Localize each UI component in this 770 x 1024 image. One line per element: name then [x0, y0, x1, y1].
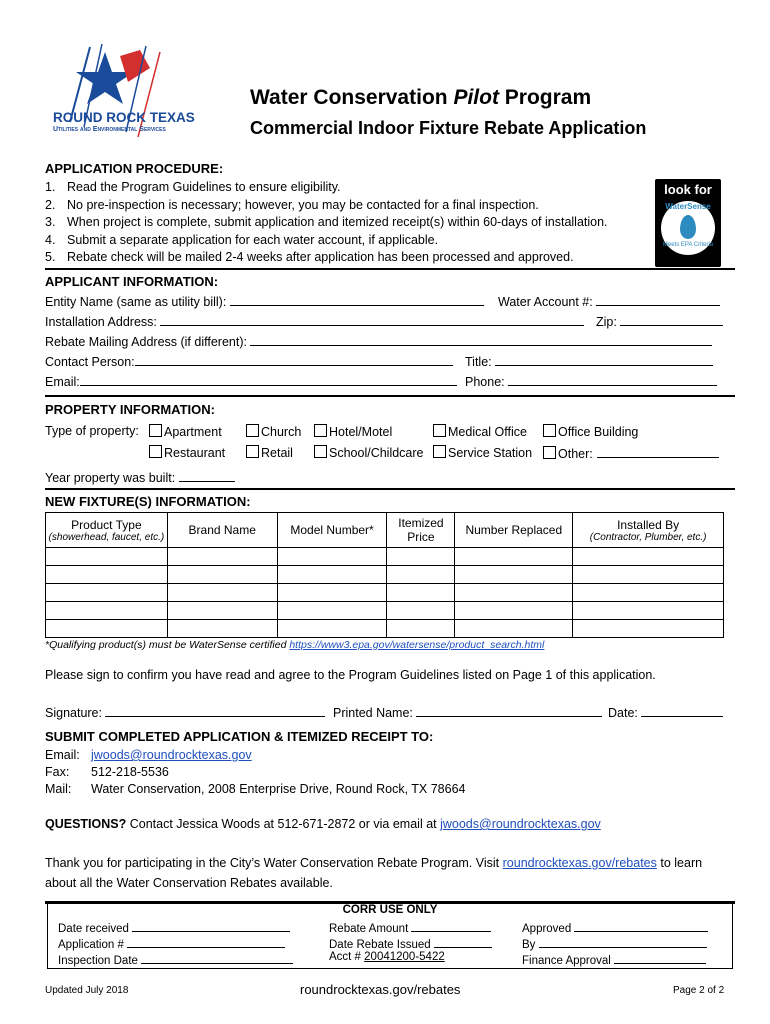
- table-cell[interactable]: [455, 602, 573, 620]
- table-cell[interactable]: [46, 548, 168, 566]
- corr-field[interactable]: [522, 919, 708, 935]
- footer-updated: Updated July 2018: [45, 985, 129, 996]
- corr-field-label: Date received: [58, 923, 133, 935]
- questions-text: QUESTIONS? Contact Jessica Woods at 512-671-2872 or via email at jwoods@roundrocktexas.gov: [45, 817, 601, 831]
- property-option-label: Hotel/Motel: [329, 425, 393, 439]
- questions-email-link[interactable]: jwoods@roundrocktexas.gov: [440, 817, 601, 831]
- submit-mail: Water Conservation, 2008 Enterprise Drive, Round Rock, TX 78664: [91, 782, 466, 796]
- watersense-badge: [655, 179, 721, 267]
- signature-field[interactable]: Signature:: [45, 704, 325, 720]
- table-cell[interactable]: [455, 584, 573, 602]
- table-cell[interactable]: [573, 620, 724, 638]
- corr-field[interactable]: [329, 951, 445, 963]
- property-option-retail[interactable]: [246, 445, 293, 460]
- table-cell[interactable]: [167, 620, 277, 638]
- city-logo: [50, 42, 250, 142]
- table-row: [46, 602, 724, 620]
- submit-fax: 512-218-5536: [91, 765, 169, 779]
- procedure-item-number: 4.: [45, 232, 56, 247]
- column-sublabel: (showerhead, faucet, etc.): [48, 531, 165, 543]
- procedure-item-number: 2.: [45, 197, 56, 212]
- column-header: [277, 513, 387, 548]
- checkbox[interactable]: [433, 445, 446, 458]
- rebates-link[interactable]: roundrocktexas.gov/rebates: [502, 856, 657, 870]
- column-label: Number Replaced: [465, 523, 563, 537]
- property-option-label: Restaurant: [164, 446, 226, 460]
- corr-field[interactable]: [58, 919, 290, 935]
- table-cell[interactable]: [46, 602, 168, 620]
- property-option-other[interactable]: [543, 445, 719, 461]
- logo-line1: ROUND ROCK TEXAS: [53, 110, 195, 125]
- table-row: [46, 548, 724, 566]
- table-cell[interactable]: [277, 548, 387, 566]
- table-cell[interactable]: [455, 620, 573, 638]
- table-cell[interactable]: [46, 584, 168, 602]
- table-cell[interactable]: [167, 566, 277, 584]
- column-header: [573, 513, 724, 548]
- corr-field-line[interactable]: [411, 919, 491, 932]
- table-cell[interactable]: [167, 584, 277, 602]
- property-option-label: Church: [261, 425, 302, 439]
- column-header: [455, 513, 573, 548]
- look-for-text: look for: [664, 182, 712, 197]
- checkbox[interactable]: [314, 424, 327, 437]
- divider: [45, 268, 735, 270]
- corr-field-label: Inspection Date: [58, 955, 142, 967]
- water-account-field[interactable]: Water Account #:: [498, 293, 720, 309]
- table-cell[interactable]: [167, 602, 277, 620]
- corr-field-label: Approved: [522, 923, 575, 935]
- corr-acct-number: 20041200-5422: [364, 951, 445, 963]
- thanks-line1: Thank you for participating in the City’s Water Conservation Rebate Program. Visit roundrocktexas.gov/rebates to learn: [45, 856, 703, 870]
- property-option-label: Service Station: [448, 446, 533, 460]
- property-option-school-childcare[interactable]: [314, 445, 424, 460]
- date-field[interactable]: Date:: [608, 704, 723, 720]
- printed-name-field[interactable]: Printed Name:: [333, 704, 602, 720]
- checkbox[interactable]: [543, 446, 556, 459]
- column-header: [387, 513, 455, 548]
- column-label: Itemized Price: [398, 516, 444, 544]
- zip-field[interactable]: Zip:: [596, 313, 723, 329]
- confirm-text: Please sign to confirm you have read and agree to the Program Guidelines listed on Page 1 of this application.: [45, 668, 656, 682]
- logo-line2: Utilities and Environmental Services: [53, 126, 166, 133]
- table-row: [46, 566, 724, 584]
- corr-field[interactable]: [522, 951, 706, 967]
- table-cell[interactable]: [387, 548, 455, 566]
- procedure-item: When project is complete, submit application and itemized receipt(s) within 60-days of installation.: [67, 215, 608, 229]
- table-row: [46, 620, 724, 638]
- table-cell[interactable]: [387, 566, 455, 584]
- property-option-label: Medical Office: [448, 425, 527, 439]
- submit-heading: SUBMIT COMPLETED APPLICATION & ITEMIZED RECEIPT TO:: [45, 729, 434, 744]
- procedure-item: No pre-inspection is necessary; however, you may be contacted for a final inspection.: [67, 197, 539, 212]
- submit-fax-label: Fax:: [45, 765, 70, 779]
- table-cell[interactable]: [573, 566, 724, 584]
- corr-field-line[interactable]: [141, 951, 293, 964]
- table-cell[interactable]: [46, 566, 168, 584]
- property-option-apartment[interactable]: [149, 424, 222, 439]
- submit-email-label: Email:: [45, 748, 80, 762]
- corr-field-label: Acct #: [329, 951, 365, 963]
- submit-mail-label: Mail:: [45, 782, 72, 796]
- property-option-restaurant[interactable]: [149, 445, 225, 460]
- fixtures-table: [45, 512, 724, 638]
- table-cell[interactable]: [387, 602, 455, 620]
- table-cell[interactable]: [455, 548, 573, 566]
- corr-field[interactable]: [58, 935, 285, 951]
- corr-field-line[interactable]: [614, 951, 706, 964]
- column-header: [46, 513, 168, 548]
- procedure-heading: APPLICATION PROCEDURE:: [45, 161, 224, 176]
- property-option-label: School/Childcare: [329, 446, 424, 460]
- checkbox[interactable]: [314, 445, 327, 458]
- column-label: Installed By: [617, 517, 680, 532]
- property-option-service-station[interactable]: [433, 445, 532, 460]
- property-heading: PROPERTY INFORMATION:: [45, 402, 215, 417]
- table-cell[interactable]: [573, 548, 724, 566]
- applicant-heading: APPLICANT INFORMATION:: [45, 274, 219, 289]
- footer-page: Page 2 of 2: [673, 985, 725, 996]
- corr-field-label: Date Rebate Issued: [329, 939, 434, 951]
- procedure-item: Read the Program Guidelines to ensure eligibility.: [67, 180, 341, 194]
- procedure-item: Rebate check will be mailed 2-4 weeks after application has been processed and approved.: [67, 250, 574, 264]
- column-label: Brand Name: [188, 523, 256, 537]
- procedure-item-number: 5.: [45, 250, 56, 264]
- table-cell[interactable]: [277, 584, 387, 602]
- property-option-label: Apartment: [164, 425, 222, 439]
- property-option-hotel-motel[interactable]: [314, 424, 392, 439]
- divider: [45, 488, 735, 490]
- corr-field-label: By: [522, 939, 539, 951]
- checkbox[interactable]: [149, 445, 162, 458]
- checkbox[interactable]: [433, 424, 446, 437]
- fixtures-heading: NEW FIXTURE(S) INFORMATION:: [45, 494, 251, 509]
- table-cell[interactable]: [167, 548, 277, 566]
- epa-product-link[interactable]: https://www3.epa.gov/watersense/product_search.html: [289, 639, 545, 651]
- corr-field-line[interactable]: [539, 935, 707, 948]
- table-cell[interactable]: [573, 584, 724, 602]
- corr-field[interactable]: [58, 951, 293, 967]
- page-title: Water Conservation Pilot Program: [250, 86, 592, 109]
- other-field[interactable]: [597, 445, 719, 458]
- corr-field-line[interactable]: [574, 919, 708, 932]
- checkbox[interactable]: [246, 424, 259, 437]
- table-row: [46, 584, 724, 602]
- procedure-item-number: 1.: [45, 180, 56, 194]
- watersense-logo-icon: WaterSense Meets EPA Criteria: [661, 201, 715, 255]
- checkbox[interactable]: [246, 445, 259, 458]
- column-label: Model Number*: [290, 523, 374, 537]
- submit-email-link[interactable]: jwoods@roundrocktexas.gov: [91, 748, 252, 762]
- entity-name-field[interactable]: Entity Name (same as utility bill):: [45, 293, 484, 309]
- mailing-address-field[interactable]: Rebate Mailing Address (if different):: [45, 333, 712, 349]
- table-cell[interactable]: [277, 620, 387, 638]
- column-sublabel: (Contractor, Plumber, etc.): [589, 531, 707, 543]
- footer-site[interactable]: roundrocktexas.gov/rebates: [300, 982, 461, 997]
- corr-use-box: [47, 903, 733, 969]
- column-header: [167, 513, 277, 548]
- corr-field-label: Rebate Amount: [329, 923, 412, 935]
- table-cell[interactable]: [387, 584, 455, 602]
- watersense-note: *Qualifying product(s) must be WaterSense certified https://www3.epa.gov/watersense/product_search.html: [45, 639, 545, 651]
- property-option-church[interactable]: [246, 424, 301, 439]
- property-option-label: Office Building: [558, 425, 639, 439]
- checkbox[interactable]: [543, 424, 556, 437]
- procedure-item: Submit a separate application for each water account, if applicable.: [67, 232, 439, 247]
- year-built-field[interactable]: Year property was built:: [45, 469, 235, 485]
- table-cell[interactable]: [573, 602, 724, 620]
- table-cell[interactable]: [387, 620, 455, 638]
- installation-address-field[interactable]: Installation Address:: [45, 313, 584, 329]
- property-option-office-building[interactable]: [543, 424, 638, 439]
- thanks-line2: about all the Water Conservation Rebates available.: [45, 876, 333, 890]
- table-cell[interactable]: [277, 602, 387, 620]
- table-cell[interactable]: [277, 566, 387, 584]
- procedure-item-number: 3.: [45, 215, 56, 229]
- property-option-label: Retail: [261, 446, 293, 460]
- divider: [45, 395, 735, 397]
- corr-field[interactable]: [329, 919, 491, 935]
- property-option-medical-office[interactable]: [433, 424, 527, 439]
- title-field[interactable]: Title:: [465, 353, 713, 369]
- table-cell[interactable]: [455, 566, 573, 584]
- corr-field-label: Application #: [58, 939, 128, 951]
- contact-person-field[interactable]: Contact Person:: [45, 353, 453, 369]
- corr-field-line[interactable]: [127, 935, 285, 948]
- corr-field[interactable]: [522, 935, 707, 951]
- phone-field[interactable]: Phone:: [465, 373, 717, 389]
- table-cell[interactable]: [46, 620, 168, 638]
- email-field[interactable]: Email:: [45, 373, 457, 389]
- corr-field-line[interactable]: [132, 919, 290, 932]
- column-label: Product Type: [71, 517, 142, 532]
- property-option-label: Other:: [558, 447, 593, 461]
- checkbox[interactable]: [149, 424, 162, 437]
- corr-field-line[interactable]: [434, 935, 492, 948]
- corr-heading: CORR USE ONLY: [342, 904, 438, 916]
- page-subtitle: Commercial Indoor Fixture Rebate Application: [250, 118, 647, 138]
- corr-field-label: Finance Approval: [522, 955, 615, 967]
- property-type-label: Type of property:: [45, 424, 139, 438]
- corr-field[interactable]: [329, 935, 492, 951]
